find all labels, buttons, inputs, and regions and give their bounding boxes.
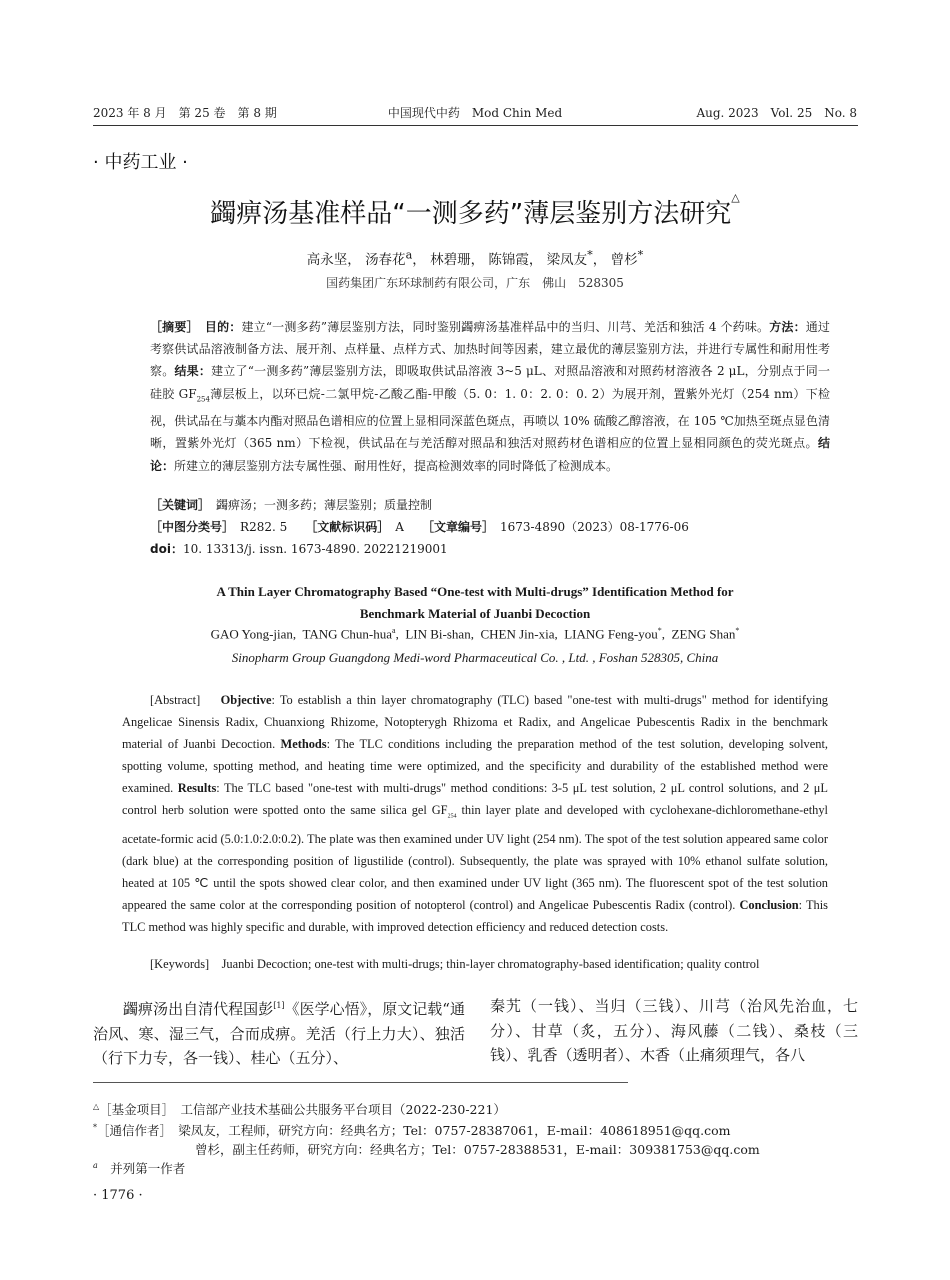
keywords-en: [Keywords] Juanbi Decoction; one-test with multi-drugs; thin-layer chromatography-based identification; quality control — [150, 957, 760, 971]
author: 陈锦霞 — [488, 252, 529, 268]
footnote-rule — [93, 1082, 628, 1083]
classification-line: ［中图分类号］ R282. 5 ［文献标识码］ A ［文章编号］ 1673-4890（2023）08-1776-06 — [150, 520, 689, 534]
running-header-journal: 中国现代中药 Mod Chin Med — [387, 106, 563, 120]
author-list: 高永坚， 汤春花$^a$， 林碧珊， 陈锦霞， 梁凤友*， 曾杉* — [306, 248, 644, 268]
footnote-fund: △［基金项目］ 工信部产业技术基础公共服务平台项目（2022-230-221） — [93, 1101, 506, 1117]
header-rule — [93, 125, 858, 126]
author: 曾杉 — [610, 252, 638, 268]
english-affiliation: Sinopharm Group Guangdong Medi-word Pharmaceutical Co. , Ltd. , Foshan 528305, China — [231, 650, 719, 665]
keywords-cn: ［关键词］ 蠲痹汤；一测多药；薄层鉴别；质量控制 — [150, 498, 433, 512]
running-header-left: 2023 年 8 月 第 25 卷 第 8 期 — [93, 106, 277, 120]
english-author-list: GAO Yong-jian, TANG Chun-hua$^a$, LIN Bi-shan, CHEN Jin-xia, LIANG Feng-you*, ZENG Shan* — [210, 626, 740, 642]
doi-line[interactable]: doi：10. 13313/j. issn. 1673-4890. 20221219001 — [150, 542, 448, 556]
running-header-right: Aug. 2023 Vol. 25 No. 8 — [696, 106, 857, 120]
author: 梁凤友 — [546, 252, 588, 268]
abstract-cn: ［摘要］ 目的：建立“一测多药”薄层鉴别方法，同时鉴别蠲痹汤基准样品中的当归、川芎、羌活和独活 4 个药味。方法：通过考察供试品溶液制备方法、展开剂、点样量、点样方式、加热时间等因素，建立最优的薄层鉴别方法，并进行专属性和耐用性考察。结果：建立了“一测多药”薄层鉴别方法，即吸取供试品溶液 3~5 μL、对照品溶液和对照药材溶液各 2 μL，分别点于同一硅胶 $GF_{254}$薄层板上，以环已烷-二氯甲烷-乙酸乙酯-甲酸（5. 0：1. 0：2. 0：0. 2）为展开剂，置紫外光灯（254 nm）下检视，供试品在与藁本内酯对照品色谱相应的位置上显相同深蓝色斑点，再喷以 10% 硫酸乙醇溶液，在 105 ℃加热至斑点显色清晰，置紫外光灯（365 nm）下检视，供试品在与羌活醇对照品和独活对照药材色谱相应的位置上显相同颜色的荧光斑点。结论：所建立的薄层鉴别方法专属性强、耐用性好，提高检测效率的同时降低了检测成本。 — [150, 320, 830, 473]
abstract-en: [Abstract] Objective: To establish a thin layer chromatography (TLC) based "one-test with multi-drugs" method for identifying Angelicae Sinensis Radix, Chuanxiong Rhizome, Notopterygh Rhizoma et Radix, and Angelicae Pubescentis Radix in the benchmark material of Juanbi Decoction. Methods: The TLC conditions including the preparation method of the test solution, developing solvent, spotting volume, spotting method, and heating time were optimized, and the specificity and durability of the established method were examined. Results: The TLC based "one-test with multi-drugs" method conditions: 3-5 μL test solution, 2 μL control solutions, and 2 μL control herb solution were spotted onto the same silica gel $GF_{254}$ thin layer plate and developed with cyclohexane-dichloromethane-ethyl acetate-formic acid (5.0:1.0:2.0:0.2). The plate was then examined under UV light (254 nm). The spot of the test solution appeared same color (dark blue) at the corresponding position of ligustilide (control). Subsequently, the plate was sprayed with 10% ethanol sulfate solution, heated at 105 ℃ until the spots showed clear color, and then examined under UV light (365 nm). The fluorescent spot of the test solution appeared the same color at the corresponding position of notopterol (control) and Angelicae Pubescentis Radix (control). Conclusion: This TLC method was highly specific and durable, with improved detection efficiency and reduced detection costs. — [122, 693, 829, 935]
footnote-cofirst: $^a$ 并列第一作者 — [93, 1160, 186, 1176]
body-column-right: 秦艽（一钱）、当归（三钱）、川芎（治风先治血，七分）、甘草（炙，五分）、海风藤（二钱）、桑枝（三钱）、乳香（透明者）、木香（止痛须理气，各八 — [490, 997, 858, 1064]
author-affiliation: 国药集团广东环球制药有限公司，广东 佛山 528305 — [326, 276, 624, 290]
section-label: · 中药工业 · — [93, 152, 188, 173]
author: 汤春花 — [365, 252, 406, 268]
footnote-corresponding: *［通信作者］ 梁凤友，工程师，研究方向：经典名方；Tel：0757-28387061，E-mail：408618951@qq.com — [93, 1122, 731, 1138]
page-number: · 1776 · — [93, 1188, 143, 1203]
english-title-line2: Benchmark Material of Juanbi Decoction — [359, 606, 591, 621]
title-text: 蠲痹汤基准样品“一测多药”薄层鉴别方法研究 — [210, 199, 732, 229]
footnote-corresponding-2: 曾杉，副主任药师，研究方向：经典名方；Tel：0757-28388531，E-mail：309381753@qq.com — [195, 1142, 760, 1157]
body-column-left: 蠲痹汤出自清代程国彭[1]《医学心悟》，原文记载“通治风、寒、湿三气，合而成痹。羌活（行上力大）、独活（行下力专，各一钱）、桂心（五分）、 — [93, 1000, 465, 1067]
article-title — [0, 193, 950, 230]
english-title-line1: A Thin Layer Chromatography Based “One-test with Multi-drugs” Identification Method for — [216, 584, 734, 599]
title-fund-mark: △ — [731, 191, 740, 204]
author: 高永坚 — [306, 252, 348, 268]
citation-ref[interactable]: [1] — [273, 1001, 285, 1010]
author: 林碧珊 — [430, 252, 471, 268]
